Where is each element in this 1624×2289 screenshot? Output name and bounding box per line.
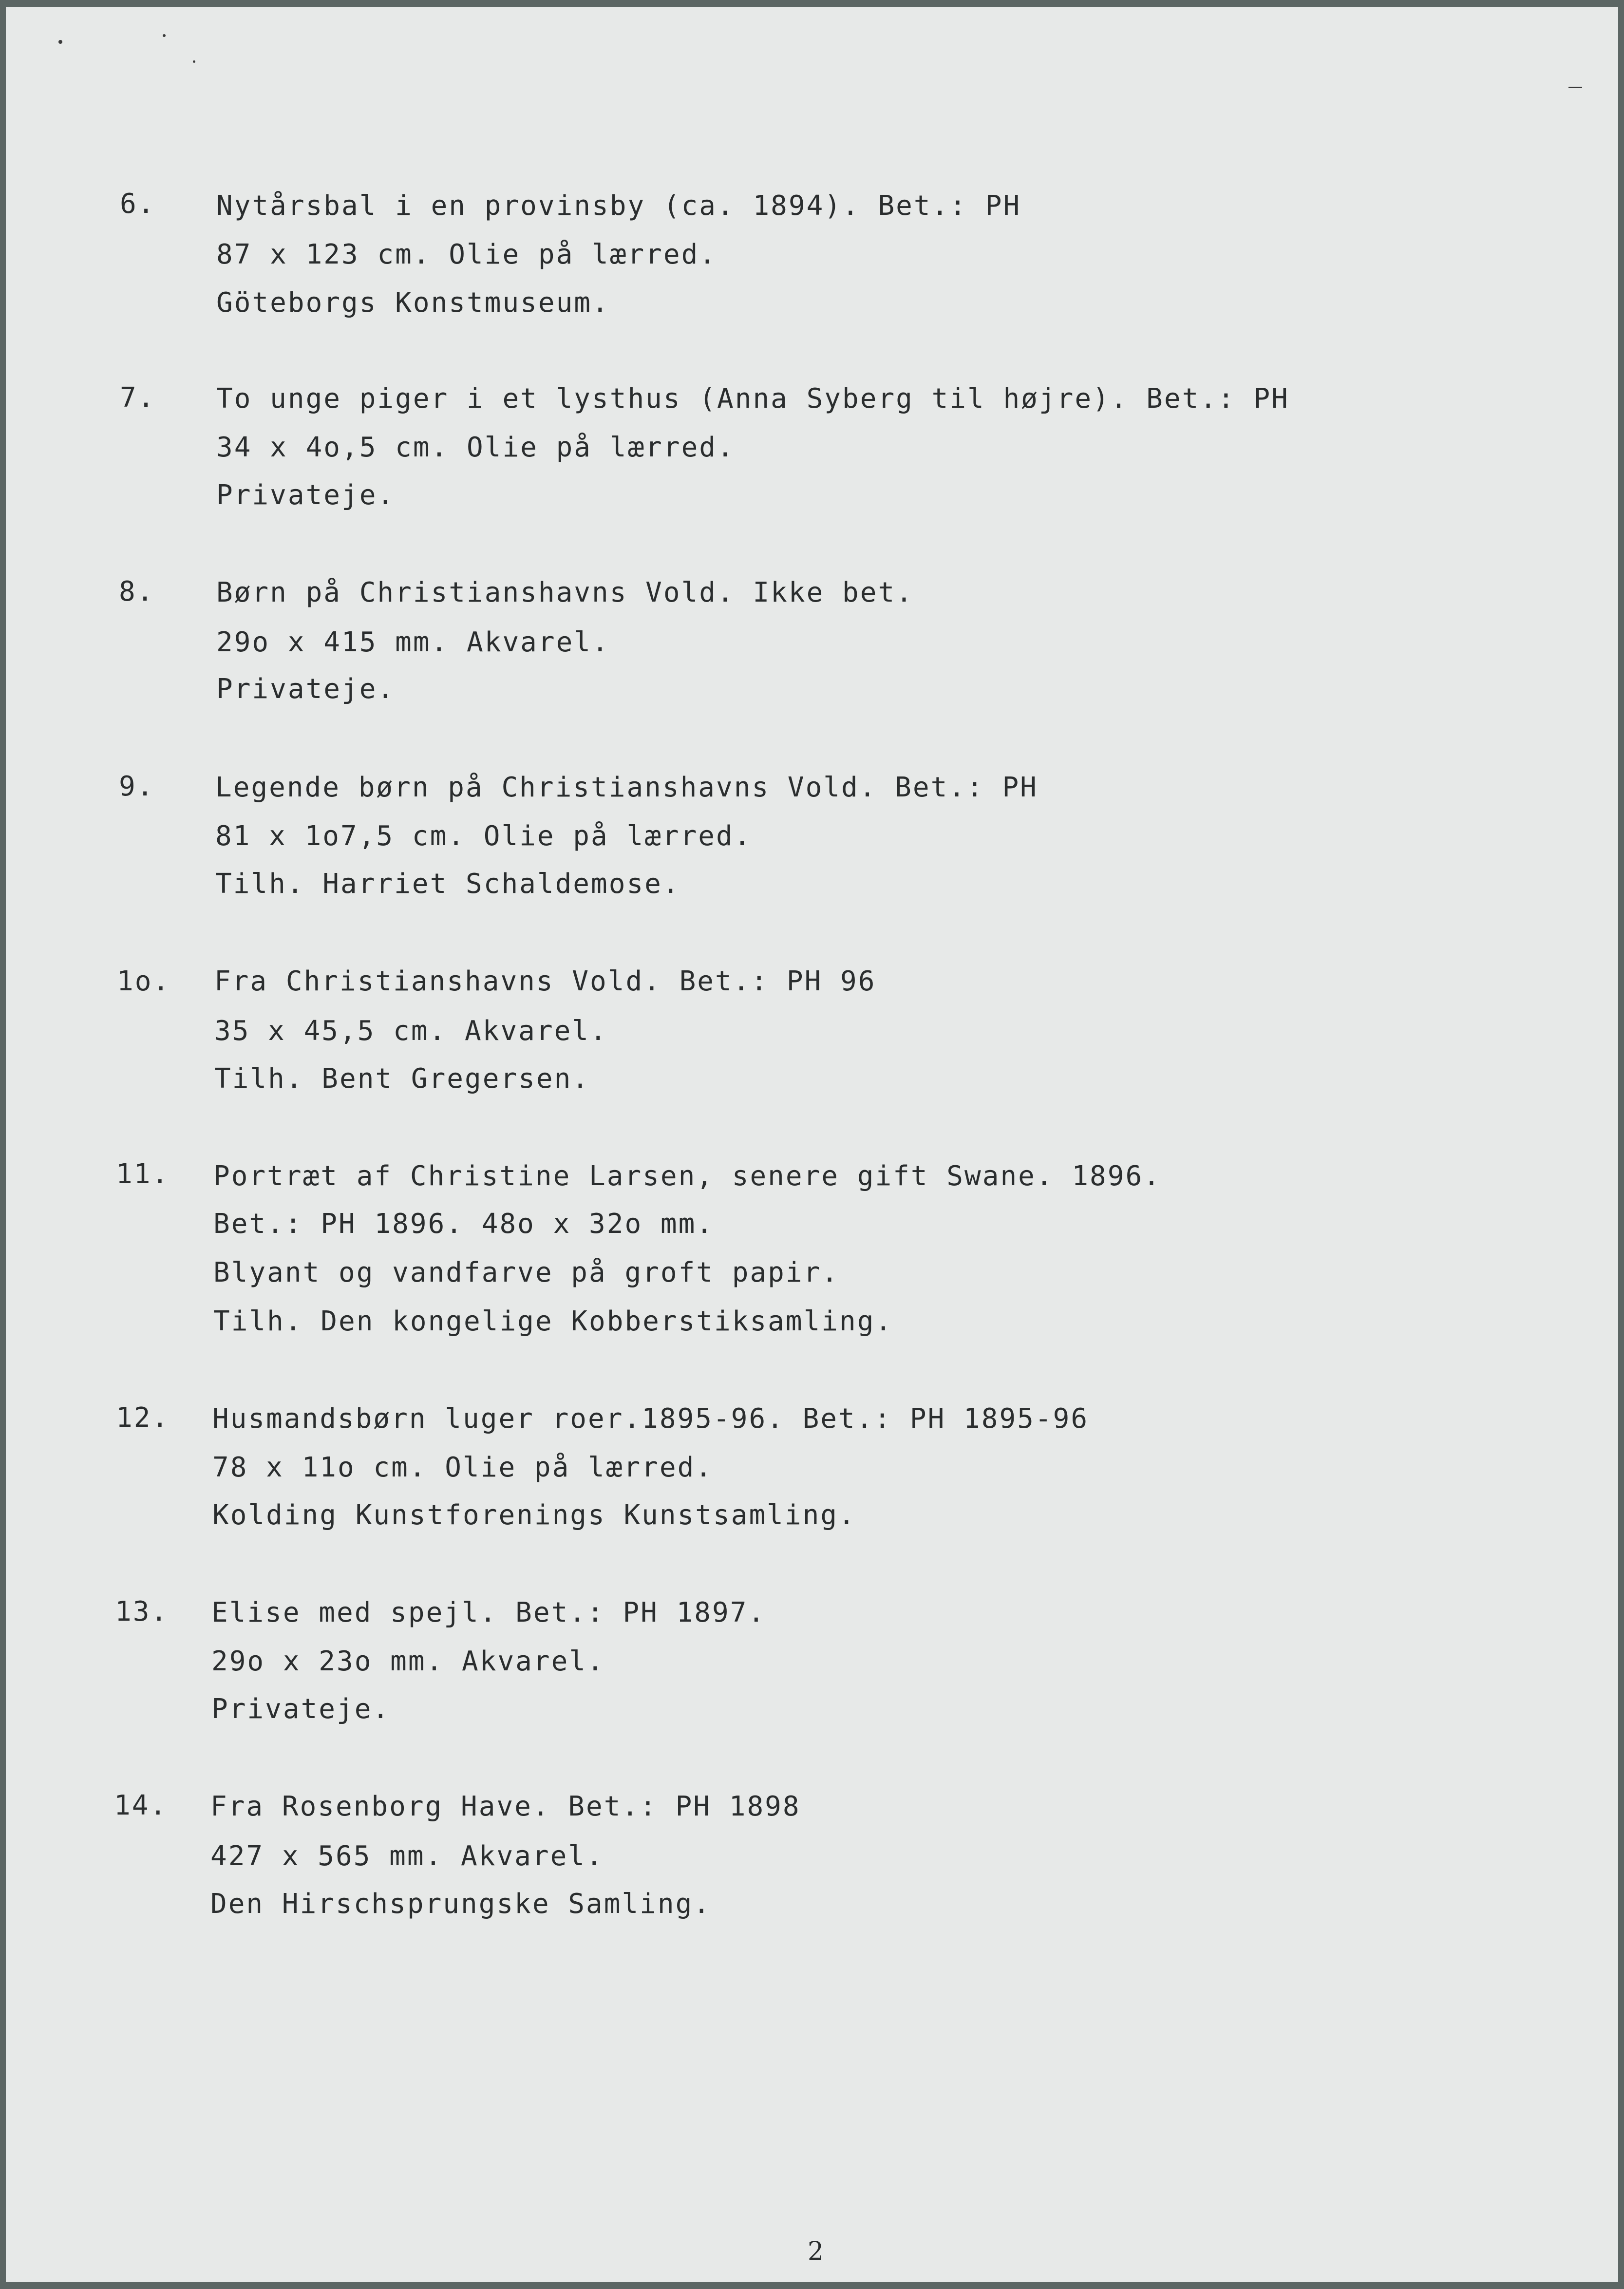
paper-speck xyxy=(163,34,166,37)
entry-title: Nytårsbal i en provinsby (ca. 1894). Bet.: PH xyxy=(216,190,1021,222)
entry-owner: Tilh. Den kongelige Kobberstiksamling. xyxy=(213,1305,893,1337)
entry-owner: Tilh. Harriet Schaldemose. xyxy=(215,868,680,900)
entry-owner: Kolding Kunstforenings Kunstsamling. xyxy=(212,1499,856,1531)
entry-number: 6. xyxy=(120,188,156,220)
entry-medium: Blyant og vandfarve på groft papir. xyxy=(213,1257,840,1288)
entry-title: Husmandsbørn luger roer.1895-96. Bet.: PH 1895-96 xyxy=(212,1403,1089,1435)
entry-dimensions: 34 x 4o,5 cm. Olie på lærred. xyxy=(216,432,735,463)
entry-owner: Privateje. xyxy=(216,673,396,705)
entry-number: 8. xyxy=(119,576,155,607)
entry-number: 14. xyxy=(114,1790,168,1821)
entry-owner: Privateje. xyxy=(211,1693,391,1725)
entry-title: Portræt af Christine Larsen, senere gift Swane. 1896. xyxy=(213,1160,1161,1192)
entry-dimensions: 87 x 123 cm. Olie på lærred. xyxy=(216,239,718,270)
entry-dimensions: 427 x 565 mm. Akvarel. xyxy=(210,1840,604,1872)
entry-owner: Tilh. Bent Gregersen. xyxy=(214,1063,590,1095)
entry-owner: Privateje. xyxy=(216,479,396,511)
entry-owner: Göteborgs Konstmuseum. xyxy=(216,287,610,319)
paper-speck xyxy=(58,40,62,44)
entry-title: Legende børn på Christianshavns Vold. Bet.: PH xyxy=(215,772,1038,803)
entry-dimensions: 78 x 11o cm. Olie på lærred. xyxy=(212,1452,714,1483)
document-page xyxy=(6,7,1618,2282)
entry-dimensions: 29o x 415 mm. Akvarel. xyxy=(216,626,610,658)
entry-number: 9. xyxy=(119,771,155,802)
entry-number: 13. xyxy=(115,1596,169,1627)
entry-title: To unge piger i et lysthus (Anna Syberg til højre). Bet.: PH xyxy=(216,383,1289,415)
entry-number: 11. xyxy=(116,1158,170,1190)
entry-title: Børn på Christianshavns Vold. Ikke bet. xyxy=(216,577,914,608)
entry-title: Fra Rosenborg Have. Bet.: PH 1898 xyxy=(210,1791,801,1822)
page-number: 2 xyxy=(808,2237,824,2266)
entry-title: Elise med spejl. Bet.: PH 1897. xyxy=(211,1597,766,1628)
entry-title: Fra Christianshavns Vold. Bet.: PH 96 xyxy=(214,965,876,997)
entry-dimensions: 29o x 23o mm. Akvarel. xyxy=(211,1646,605,1677)
entry-number: 7. xyxy=(120,382,156,414)
entry-owner: Den Hirschsprungske Samling. xyxy=(210,1888,712,1920)
entry-number: 1o. xyxy=(117,965,171,997)
entry-dimensions: 81 x 1o7,5 cm. Olie på lærred. xyxy=(215,820,752,852)
paper-mark xyxy=(1568,87,1582,88)
entry-number: 12. xyxy=(116,1402,170,1434)
paper-speck xyxy=(193,60,195,63)
entry-signature: Bet.: PH 1896. 48o x 32o mm. xyxy=(213,1208,715,1240)
entry-dimensions: 35 x 45,5 cm. Akvarel. xyxy=(214,1015,608,1047)
